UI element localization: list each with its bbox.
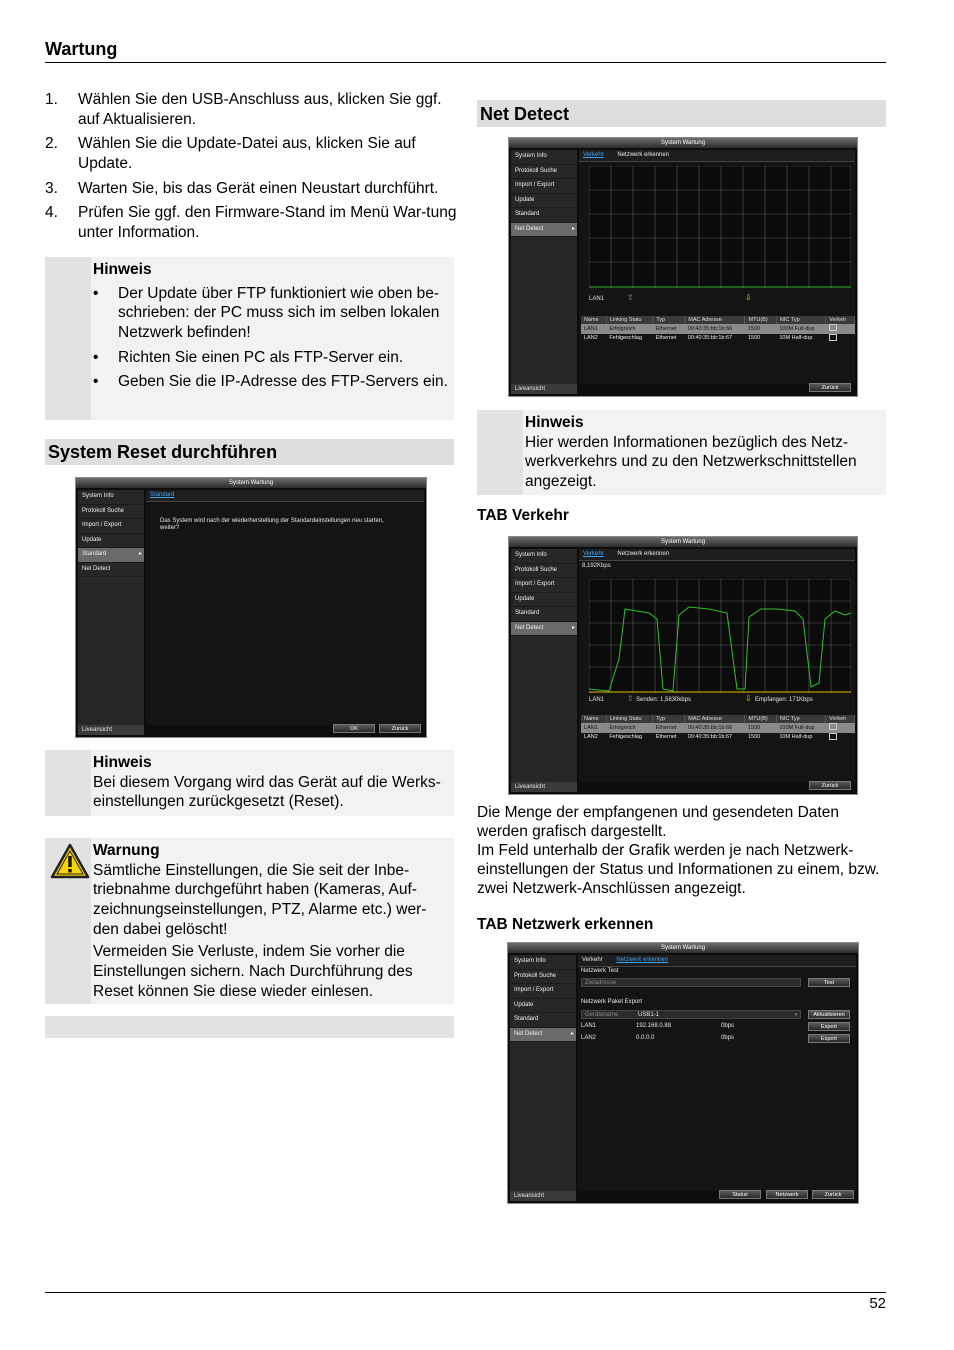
sidebar-item-import-export[interactable]: Import / Export (510, 984, 576, 999)
window-title: System Wartung (508, 943, 858, 953)
ok-button[interactable]: OK (333, 724, 375, 733)
status-button[interactable]: Status (719, 1190, 761, 1199)
note-text: Hier werden Informationen bezüglich des Netz-werkverkehrs und zu den Netzwerkschnittstellen angezeigt. (525, 433, 857, 491)
tab-standard[interactable]: Standard (150, 492, 175, 498)
traffic-checkbox[interactable] (829, 334, 837, 341)
sidebar-item-protokoll-suche[interactable]: Protokoll Suche (511, 564, 577, 579)
network-detect-screenshot (507, 942, 859, 1204)
lan-label: LAN1 (589, 697, 605, 703)
sidebar-item-standard[interactable]: Standard ▸ (78, 548, 144, 563)
window-title: System Wartung (509, 138, 857, 148)
sidebar-item-update[interactable]: Update (511, 593, 577, 608)
export-lan2-button[interactable]: Export (808, 1034, 850, 1043)
device-select[interactable]: Gerätename USB1-1 › (581, 1010, 801, 1019)
table-row[interactable]: LAN1 Erfolgreich Ethernet 00:40:35:bb:1b:66 1500 100M Full-dup (581, 324, 855, 334)
sidebar-item-update[interactable]: Update (78, 534, 144, 549)
list-item: 3. Warten Sie, bis das Gerät einen Neustart durchführt. (45, 179, 439, 197)
sidebar-item-import-export[interactable]: Import / Export (511, 179, 577, 194)
sidebar-item-update[interactable]: Update (510, 999, 576, 1014)
traffic-description: Die Menge der empfangenen und gesendeten Daten werden grafisch dargestellt. Im Feld unterhalb der Grafik werden je nach Netzwerk-einstellungen der Status und Informationen zu einem, bzw. zwei Netzwerk-Anschlüssen angezeigt. (477, 804, 880, 897)
sidebar-item-protokoll-suche[interactable]: Protokoll Suche (78, 505, 144, 520)
tab-verkehr-heading: TAB Verkehr (477, 507, 569, 524)
tab-netzwerk-erkennen[interactable]: Netzwerk erkennen (617, 152, 670, 158)
sidebar-item-net-detect[interactable]: Net Detect ▸ (511, 223, 577, 238)
sidebar-item-system-info[interactable]: System Info (78, 490, 144, 505)
warning-title: Warnung (93, 842, 160, 859)
reset-warning (45, 838, 454, 1004)
empty-bar (45, 1016, 454, 1038)
note-title: Hinweis (525, 414, 584, 431)
liveview-button[interactable]: Liveansicht (510, 1191, 576, 1201)
liveview-button[interactable]: Liveansicht (511, 782, 577, 792)
sidebar-item-net-detect[interactable]: Net Detect ▸ (511, 622, 577, 637)
max-rate-label: 8,192Kbps (582, 563, 611, 569)
list-item: 4. Prüfen Sie ggf. den Firmware-Stand im Menü War-tung unter Information. (45, 204, 457, 242)
tab-netzwerk-heading: TAB Netzwerk erkennen (477, 916, 654, 933)
lan2-row: LAN2 0.0.0.0 0bps (581, 1035, 735, 1041)
sidebar-item-standard[interactable]: Standard (511, 607, 577, 622)
page-number: 52 (869, 1295, 886, 1312)
net-detect-screenshot (508, 137, 858, 397)
window-title: System Wartung (509, 537, 857, 547)
net-detect-heading: Net Detect (477, 100, 886, 127)
back-button[interactable]: Zurück (809, 383, 851, 392)
liveview-button[interactable]: Liveansicht (511, 384, 577, 394)
send-arrow-icon: ⇧ (627, 694, 634, 703)
note-text: Bei diesem Vorgang wird das Gerät auf die Werks-einstellungen zurückgesetzt (Reset). (93, 773, 441, 811)
page-section-title: Wartung (45, 39, 118, 59)
warning-text-1: Sämtliche Einstellungen, die Sie seit der Inbe-triebnahme durchgeführt haben (Kameras, Auf-zeichnungseinstellungen, PTZ, Alarme etc.) wer-den dabei gelöscht! (93, 861, 427, 938)
traffic-checkbox[interactable] (829, 723, 837, 730)
back-button[interactable]: Zurück (379, 724, 421, 733)
list-item: 2. Wählen Sie die Update-Datei aus, klicken Sie auf Update. (45, 135, 416, 173)
sidebar-item-protokoll-suche[interactable]: Protokoll Suche (510, 970, 576, 985)
footer-rule (45, 1292, 886, 1293)
tab-netzwerk-erkennen[interactable]: Netzwerk erkennen (616, 957, 669, 963)
traffic-graph-empty (589, 166, 851, 288)
list-item: 1. Wählen Sie den USB-Anschluss aus, klicken Sie ggf. auf Aktualisieren. (45, 91, 442, 128)
nic-table: Name Linking Statu Typ MAC Adresse MTU(B) NIC Typ Verkeh LAN1 Erfolgreich Ethernet 00:40:35:bb:1b:66 1500 100M Full-dup LAN2 Fehlgeschlag Ethernet 00:40:35:bb:1b:67 1500 10M Half-dup (581, 316, 855, 343)
list-item: • Der Update über FTP funktioniert wie oben be-schrieben: der PC muss sich im selben lokalen Netzwerk befinden! (93, 284, 451, 343)
table-row[interactable]: LAN1 Erfolgreich Ethernet 00:40:35:bb:1b:66 1500 100M Full-dup (581, 723, 855, 733)
sidebar-menu (511, 150, 577, 384)
warning-text-2: Vermeiden Sie Verluste, indem Sie vorher die Einstellungen sichern. Nach Durchführung des Reset können Sie diese wieder einlesen. (93, 943, 413, 1000)
reset-confirm-message: Das System wird nach der wiederherstellung der Standardeinstellungen neu starten, weiter? (160, 518, 384, 532)
sidebar-item-standard[interactable]: Standard (511, 208, 577, 223)
traffic-checkbox[interactable] (829, 733, 837, 740)
traffic-graph (589, 579, 851, 693)
sidebar-item-import-export[interactable]: Import / Export (78, 519, 144, 534)
sidebar-menu (510, 955, 576, 1191)
sidebar-item-system-info[interactable]: System Info (510, 955, 576, 970)
sidebar-item-update[interactable]: Update (511, 194, 577, 209)
update-steps-list (45, 90, 457, 248)
back-button[interactable]: Zurück (809, 781, 851, 790)
note-title: Hinweis (93, 754, 152, 771)
tab-verkehr[interactable]: Verkehr (582, 957, 603, 963)
destination-address-input[interactable]: Zieladresse (581, 978, 801, 987)
packet-export-label: Netzwerk Paket Export (581, 999, 643, 1005)
header-rule (45, 62, 886, 63)
sidebar-menu (511, 549, 577, 782)
warning-triangle-icon (50, 843, 90, 879)
sidebar-item-protokoll-suche[interactable]: Protokoll Suche (511, 165, 577, 180)
traffic-screenshot (508, 536, 858, 795)
sidebar-menu (78, 490, 144, 725)
liveview-button[interactable]: Liveansicht (78, 725, 144, 735)
tab-verkehr[interactable]: Verkehr (583, 551, 604, 557)
send-rate: Senden: 1,5830kbps (636, 697, 692, 703)
tab-netzwerk-erkennen[interactable]: Netzwerk erkennen (617, 551, 670, 557)
receive-arrow-icon: ⇩ (745, 694, 752, 703)
network-button[interactable]: Netzwerk (766, 1190, 808, 1199)
back-button[interactable]: Zurück (812, 1190, 854, 1199)
receive-arrow-icon: ⇩ (745, 293, 752, 302)
export-lan1-button[interactable]: Export (808, 1022, 850, 1031)
sidebar-item-standard[interactable]: Standard (510, 1013, 576, 1028)
tab-verkehr[interactable]: Verkehr (583, 152, 604, 158)
list-item: • Geben Sie die IP-Adresse des FTP-Servers ein. (93, 372, 451, 392)
reset-screenshot (75, 477, 427, 738)
sidebar-item-net-detect[interactable]: Net Detect (78, 563, 144, 578)
refresh-button[interactable]: Aktualisieren (808, 1010, 850, 1019)
sidebar-item-import-export[interactable]: Import / Export (511, 578, 577, 593)
ftp-update-note (45, 257, 454, 420)
lan1-row: LAN1 192.168.0.88 0bps (581, 1023, 735, 1029)
system-reset-heading: System Reset durchführen (45, 439, 454, 465)
sidebar-item-system-info[interactable]: System Info (511, 150, 577, 165)
table-row[interactable]: LAN2 Fehlgeschlag Ethernet 00:40:35:bb:1b:67 1500 10M Half-dup (581, 733, 855, 743)
receive-rate: Empfangen: 171Kbps (755, 697, 813, 703)
lan-label: LAN1 (589, 296, 605, 302)
reset-note (45, 750, 454, 816)
list-item: • Richten Sie einen PC als FTP-Server ein. (93, 348, 451, 368)
traffic-checkbox[interactable] (829, 324, 837, 331)
chevron-right-icon: › (795, 1012, 797, 1018)
sidebar-item-system-info[interactable]: System Info (511, 549, 577, 564)
window-title: System Wartung (76, 478, 426, 488)
test-button[interactable]: Test (808, 978, 850, 987)
table-row[interactable]: LAN2 Fehlgeschlag Ethernet 00:40:35:bb:1b:67 1500 10M Half-dup (581, 334, 855, 344)
sidebar-item-net-detect[interactable]: Net Detect ▸ (510, 1028, 576, 1043)
nic-table: Name Linking Statu Typ MAC Adresse MTU(B) NIC Typ Verkeh LAN1 Erfolgreich Ethernet 00:40:35:bb:1b:66 1500 100M Full-dup LAN2 Fehlgeschlag Ethernet 00:40:35:bb:1b:67 1500 10M Half-dup (581, 715, 855, 742)
net-detect-note (477, 410, 886, 495)
network-test-label: Netzwerk Test (581, 968, 619, 974)
note-title: Hinweis (93, 261, 152, 278)
send-arrow-icon: ⇧ (627, 293, 634, 302)
